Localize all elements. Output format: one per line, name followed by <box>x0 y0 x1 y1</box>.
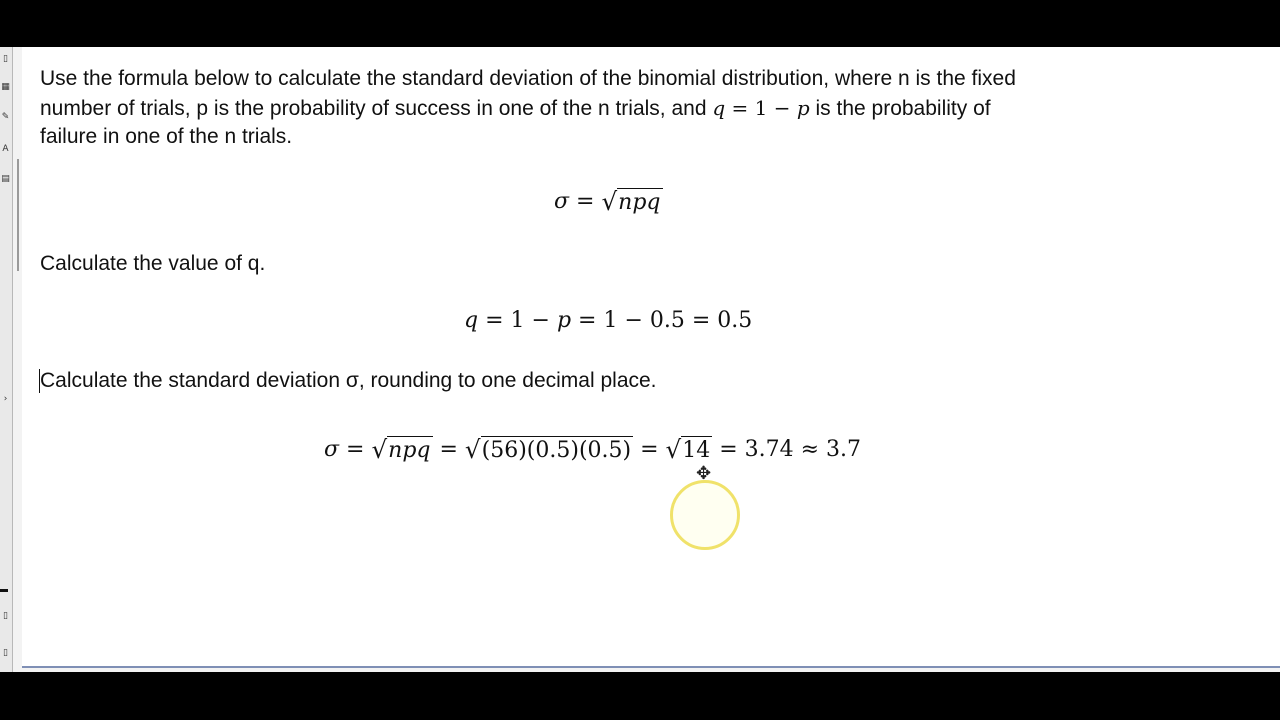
text-icon[interactable]: A <box>2 144 9 154</box>
radical-sign: √ <box>371 435 388 464</box>
radicand: npq <box>618 190 661 215</box>
p-symbol: p <box>556 308 572 333</box>
equals-sign: = <box>432 437 465 462</box>
line-2-text-after: is the probability of <box>809 97 991 120</box>
result: = 3.74 ≈ 3.7 <box>712 437 862 462</box>
equals-sign: = <box>633 437 666 462</box>
formula-standard-deviation <box>324 435 861 465</box>
radical-sign: √ <box>601 187 618 216</box>
bracket-icon[interactable]: ▯ <box>3 611 8 621</box>
sigma-symbol: σ <box>554 189 570 214</box>
paragraph-1-line-2 <box>40 94 991 123</box>
sigma-symbol: σ <box>324 437 340 462</box>
q-symbol: q <box>464 308 479 333</box>
formula-sigma-sqrt-npq <box>554 187 663 217</box>
paragraph-2: Calculate the value of q. <box>40 252 266 275</box>
inline-p: p <box>796 96 810 120</box>
paragraph-1-line-3: failure in one of the n trials. <box>40 125 293 148</box>
document-page[interactable] <box>22 47 1280 666</box>
formula-q-value <box>464 306 752 336</box>
move-cursor-icon: ✥ <box>696 463 712 484</box>
cursor-highlight-ring <box>670 480 740 550</box>
inline-equals-one-minus: = 1 − <box>725 96 797 120</box>
radicand-product: (56)(0.5)(0.5) <box>481 438 632 463</box>
square-root-npq <box>371 436 432 464</box>
q-formula-part-1: = 1 − <box>478 308 557 333</box>
left-toolbar <box>0 47 13 672</box>
inline-q: q <box>712 96 726 120</box>
page-icon[interactable]: ▯ <box>3 54 8 64</box>
square-root-14 <box>666 436 713 464</box>
radicand-npq: npq <box>388 438 431 463</box>
paragraph-3: Calculate the standard deviation σ, rounding to one decimal place. <box>40 369 657 392</box>
pencil-icon[interactable]: ✎ <box>1 112 10 122</box>
radical-sign: √ <box>464 435 481 464</box>
inline-q-equation <box>712 96 809 120</box>
equals-sign: = <box>339 437 372 462</box>
equals-sign: = <box>569 189 602 214</box>
square-root <box>601 188 662 216</box>
paragraph-1-line-1: Use the formula below to calculate the standard deviation of the binomial distribution, where n is the fixed <box>40 67 1016 90</box>
radicand-14: 14 <box>682 438 711 463</box>
square-root-product <box>465 436 633 464</box>
arrow-icon[interactable]: › <box>3 394 8 404</box>
grid-icon[interactable]: ▦ <box>1 82 10 92</box>
radical-sign: √ <box>665 435 682 464</box>
toolbar-splitter[interactable] <box>17 159 19 271</box>
page-bottom-rule <box>22 666 1280 668</box>
lasso-icon[interactable]: ▯ <box>3 648 8 658</box>
screen <box>0 47 1280 672</box>
line-2-text-before: number of trials, p is the probability of success in one of the n trials, and <box>40 97 713 120</box>
pen-icon[interactable] <box>0 589 8 592</box>
clipboard-icon[interactable]: ▤ <box>1 174 10 184</box>
q-formula-part-2: = 1 − 0.5 = 0.5 <box>571 308 753 333</box>
